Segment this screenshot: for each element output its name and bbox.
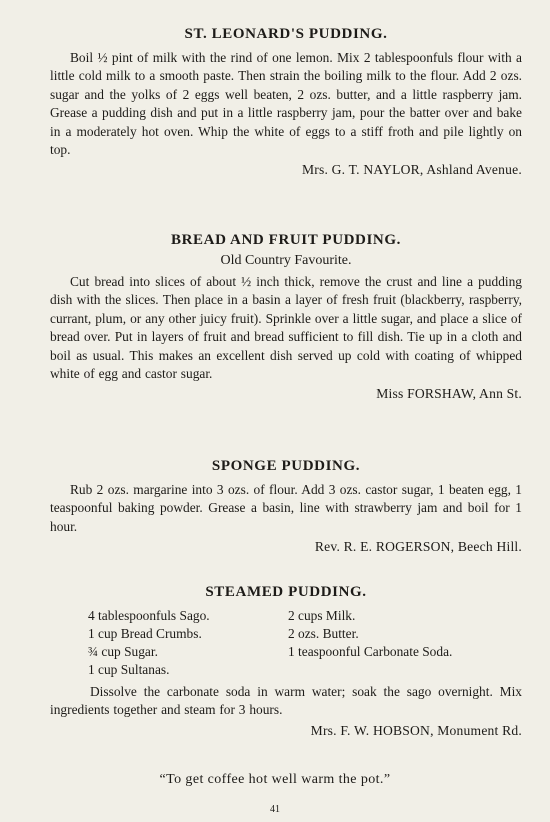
ingredient-list bbox=[88, 607, 522, 679]
recipe-title: STEAMED PUDDING. bbox=[205, 584, 367, 600]
recipe-author: Rev. R. E. ROGERSON, Beech Hill. bbox=[314, 539, 522, 555]
recipe-author: Miss FORSHAW, Ann St. bbox=[376, 386, 522, 402]
ingredient-item: 4 tablespoonfuls Sago. bbox=[88, 608, 210, 623]
recipe-st-leonards-pudding bbox=[50, 26, 522, 178]
recipe-subtitle: Old Country Favourite. bbox=[220, 253, 352, 268]
recipe-title: BREAD AND FRUIT PUDDING. bbox=[171, 232, 401, 248]
recipe-title: SPONGE PUDDING. bbox=[211, 458, 361, 474]
recipe-instructions: Cut bread into slices of about ½ inch thick, remove the crust and line a pudding dish with the slices. Then place in a basin a layer of fresh fruit (blackberry, raspberry, currant, plum, or any other juicy fruit). Sprinkle over a little sugar, and place a slice of bread over. Put in layers of fruit and bread sufficient to fill dish. Tie up in a cloth and boil as usual. This makes an excellent dish served up cold with coating of whipped white of egg and castor sugar. bbox=[50, 274, 522, 382]
ingredient-item: 1 cup Sultanas. bbox=[88, 662, 170, 677]
ingredient-item: ¾ cup Sugar. bbox=[88, 644, 158, 659]
recipe-instructions: Dissolve the carbonate soda in warm water; soak the sago overnight. Mix ingredients together and steam for 3 hours. bbox=[50, 684, 522, 718]
page-number: 41 bbox=[270, 804, 280, 815]
ingredient-column-right bbox=[288, 607, 522, 679]
ingredient-item: 1 cup Bread Crumbs. bbox=[88, 626, 202, 641]
recipe-instructions: Boil ½ pint of milk with the rind of one lemon. Mix 2 tablespoonfuls flour with a little cold milk to a smooth paste. Then strain the boiling milk to the flour. Add 2 ozs. sugar and the yolks of 2 eggs well beaten, 2 ozs. butter, and a little raspberry jam. Grease a pudding dish and put in a little raspberry jam, pour the batter over and bake in a moderately hot oven. Whip the white of eggs to a stiff froth and pile lightly on top. bbox=[50, 50, 522, 158]
ingredient-item: 2 ozs. Butter. bbox=[288, 626, 359, 641]
ingredient-column-left bbox=[88, 607, 288, 679]
ingredient-item: 2 cups Milk. bbox=[288, 608, 356, 623]
recipe-bread-and-fruit-pudding bbox=[50, 232, 522, 402]
recipe-instructions: Rub 2 ozs. margarine into 3 ozs. of flour. Add 3 ozs. castor sugar, 1 beaten egg, 1 teaspoonful baking powder. Grease a basin, line with strawberry jam and boil for 1 hour. bbox=[50, 482, 522, 534]
recipe-steamed-pudding bbox=[50, 584, 522, 739]
recipe-author: Mrs. F. W. HOBSON, Monument Rd. bbox=[310, 722, 522, 738]
recipe-sponge-pudding bbox=[50, 458, 522, 555]
recipe-title: ST. LEONARD'S PUDDING. bbox=[184, 26, 388, 42]
recipe-author: Mrs. G. T. NAYLOR, Ashland Avenue. bbox=[301, 162, 522, 178]
footer-quote: “To get coffee hot well warm the pot.” bbox=[159, 772, 391, 787]
ingredient-item: 1 teaspoonful Carbonate Soda. bbox=[288, 644, 453, 659]
